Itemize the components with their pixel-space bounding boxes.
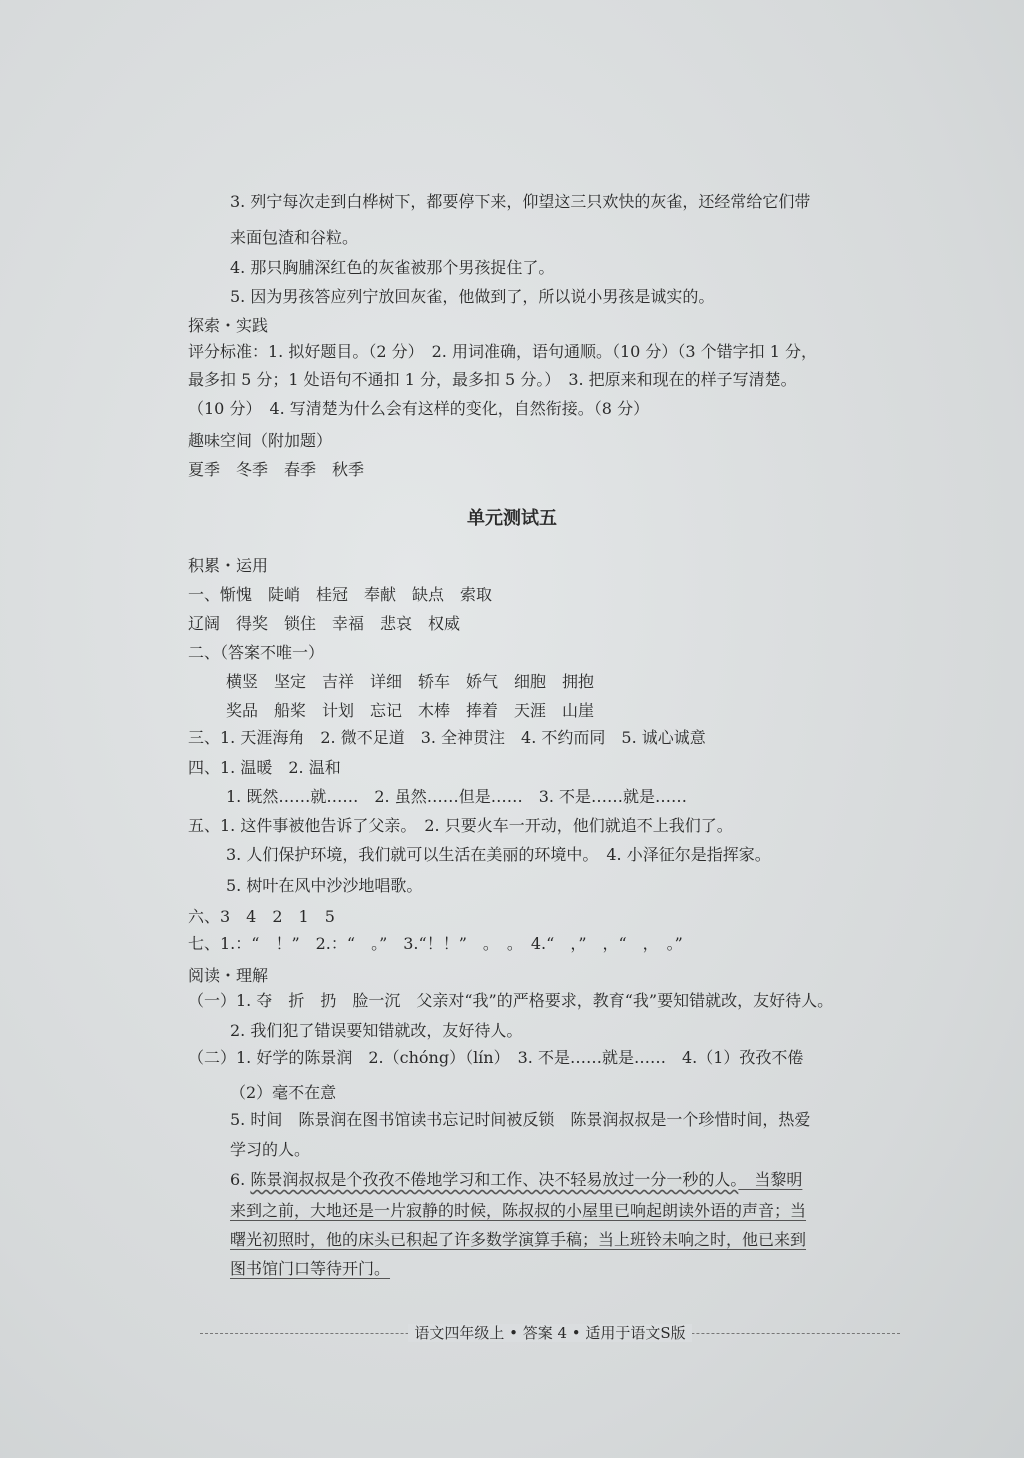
underlined-text: 图书馆门口等待开门。 xyxy=(230,1259,391,1278)
text-line: （一）1. 夺 折 扔 脸一沉 父亲对“我”的严格要求，教育“我”要知错就改，友好待人。 xyxy=(188,991,834,1010)
text-line: 5. 树叶在风中沙沙地唱歌。 xyxy=(226,876,423,895)
text-line: 5. 因为男孩答应列宁放回灰雀，他做到了，所以说小男孩是诚实的。 xyxy=(230,287,715,306)
text-line: 学习的人。 xyxy=(230,1140,311,1159)
underlined-text: 当黎明 xyxy=(738,1170,803,1189)
footer-text xyxy=(200,1322,900,1344)
section-heading: 探索・实践 xyxy=(188,316,269,335)
text-line: 4. 那只胸脯深红色的灰雀被那个男孩捉住了。 xyxy=(230,258,555,277)
text-line: 五、1. 这件事被他告诉了父亲。 2. 只要火车一开动，他们就追不上我们了。 xyxy=(188,816,733,835)
answer-six-line xyxy=(230,1201,806,1221)
text-line: 横竖 坚定 吉祥 详细 轿车 娇气 细胞 拥抱 xyxy=(226,672,595,691)
answer-number: 6. xyxy=(230,1170,251,1189)
underlined-text: 来到之前，大地还是一片寂静的时候，陈叔叔的小屋里已响起朗读外语的声音；当 xyxy=(230,1201,807,1220)
underlined-text: 曙光初照时，他的床头已积起了许多数学演算手稿；当上班铃未响之时，他已来到 xyxy=(230,1230,807,1249)
text-line: 最多扣 5 分；1 处语句不通扣 1 分，最多扣 5 分。） 3. 把原来和现在的样子写清楚。 xyxy=(188,370,797,389)
section-heading: 积累・运用 xyxy=(188,556,269,575)
text-line: 5. 时间 陈景润在图书馆读书忘记时间被反锁 陈景润叔叔是一个珍惜时间，热爱 xyxy=(230,1110,811,1129)
text-line: （10 分） 4. 写清楚为什么会有这样的变化，自然衔接。（8 分） xyxy=(188,399,650,418)
text-line: 3. 列宁每次走到白桦树下，都要停下来，仰望这三只欢快的灰雀，还经常给它们带 xyxy=(230,192,811,211)
text-line: 2. 我们犯了错误要知错就改，友好待人。 xyxy=(230,1021,523,1040)
answer-six-line xyxy=(230,1230,806,1250)
text-line: （二）1. 好学的陈景润 2.（chóng）（lín） 3. 不是……就是…… 4.（1）孜孜不倦 xyxy=(188,1048,804,1067)
text-line: （2）毫不在意 xyxy=(230,1083,337,1102)
wavy-underlined-text: 陈景润叔叔是个孜孜不倦地学习和工作、决不轻易放过一分一秒的人。 xyxy=(250,1170,739,1189)
text-line: 三、1. 天涯海角 2. 微不足道 3. 全神贯注 4. 不约而同 5. 诚心诚意 xyxy=(188,728,706,747)
text-line: 评分标准：1. 拟好题目。（2 分） 2. 用词准确，语句通顺。（10 分）（3 个错字扣 1 分， xyxy=(188,342,818,361)
answer-six-line xyxy=(230,1259,390,1279)
text-line: 一、惭愧 陡峭 桂冠 奉献 缺点 索取 xyxy=(188,585,493,604)
section-heading: 阅读・理解 xyxy=(188,966,269,985)
text-line: 二、（答案不唯一） xyxy=(188,643,325,662)
section-title: 单元测试五 xyxy=(467,508,557,529)
text-line: 辽阔 得奖 锁住 幸福 悲哀 权威 xyxy=(188,614,461,633)
text-line: 夏季 冬季 春季 秋季 xyxy=(188,460,365,479)
text-line: 3. 人们保护环境，我们就可以生活在美丽的环境中。 4. 小泽征尔是指挥家。 xyxy=(226,845,771,864)
text-line: 四、1. 温暖 2. 温和 xyxy=(188,758,341,777)
answer-six-line xyxy=(230,1170,802,1190)
text-line: 七、1.：“ ！” 2.：“ 。” 3.“！！” 。 。 4.“ ，” ，“ ， 。” xyxy=(188,934,683,953)
text-line: 来面包渣和谷粒。 xyxy=(230,228,359,247)
page-footer xyxy=(200,1322,900,1344)
section-heading: 趣味空间（附加题） xyxy=(188,431,333,450)
text-line: 奖品 船桨 计划 忘记 木棒 捧着 天涯 山崖 xyxy=(226,701,595,720)
text-line: 六、3 4 2 1 5 xyxy=(188,907,335,926)
footer-label: 语文四年级上 • 答案 4 • 适用于语文S版 xyxy=(408,1324,691,1342)
text-line: 1. 既然……就…… 2. 虽然……但是…… 3. 不是……就是…… xyxy=(226,787,688,806)
